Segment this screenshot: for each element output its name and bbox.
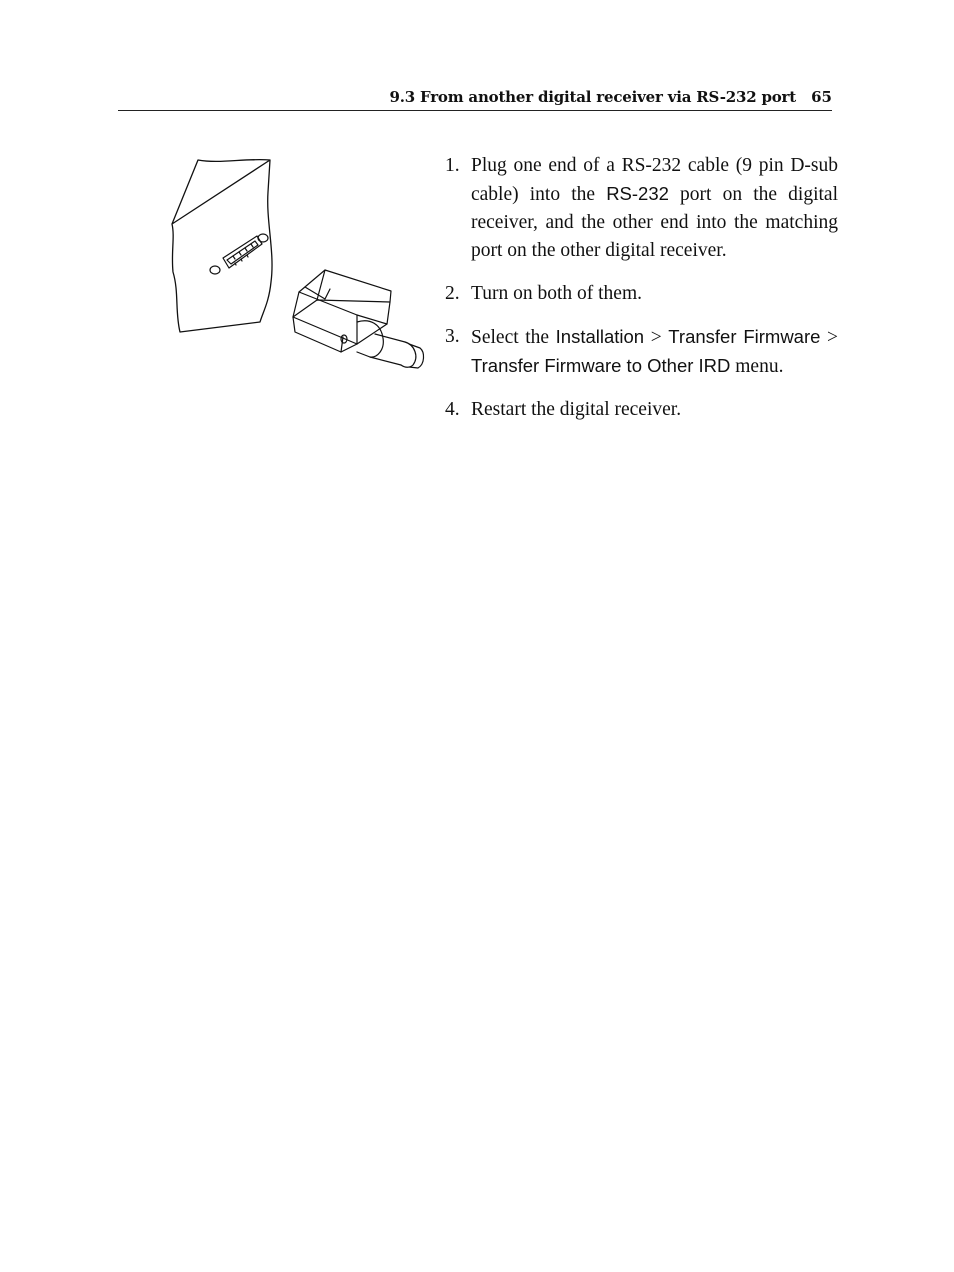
- step-number: 1.: [445, 155, 460, 176]
- section-title: 9.3 From another digital receiver via RS-232 port: [389, 88, 796, 106]
- running-header: [118, 84, 832, 111]
- instruction-list: [445, 152, 838, 439]
- step-text: Select the: [471, 327, 556, 348]
- page-number: 65: [811, 88, 832, 106]
- menu-item-transfer-firmware-to-other-ird: Transfer Firmware to Other IRD: [471, 355, 731, 376]
- menu-separator: >: [820, 327, 839, 348]
- step-text: Turn on both of them.: [471, 283, 642, 304]
- menu-item-installation: Installation: [555, 326, 645, 347]
- step-2: [445, 280, 838, 308]
- step-3: [445, 323, 838, 381]
- db9-plug: [293, 270, 424, 368]
- step-number: 4.: [445, 399, 460, 420]
- step-4: [445, 396, 838, 424]
- step-text: menu.: [730, 356, 784, 377]
- step-1: [445, 152, 838, 265]
- db9-port: [210, 234, 268, 274]
- step-text: Plug one end of a RS-232 cable (9 pin D-sub cable) into the: [471, 155, 838, 205]
- step-number: 2.: [445, 283, 460, 304]
- step-text: port on the digital receiver, and the other end into the matching port on the other digital receiver.: [471, 184, 838, 261]
- port-name: RS-232: [606, 183, 669, 204]
- rs232-connection-illustration: [165, 152, 425, 392]
- step-number: 3.: [445, 326, 460, 347]
- menu-item-transfer-firmware: Transfer Firmware: [668, 326, 821, 347]
- step-text: Restart the digital receiver.: [471, 399, 682, 420]
- menu-separator: >: [644, 327, 669, 348]
